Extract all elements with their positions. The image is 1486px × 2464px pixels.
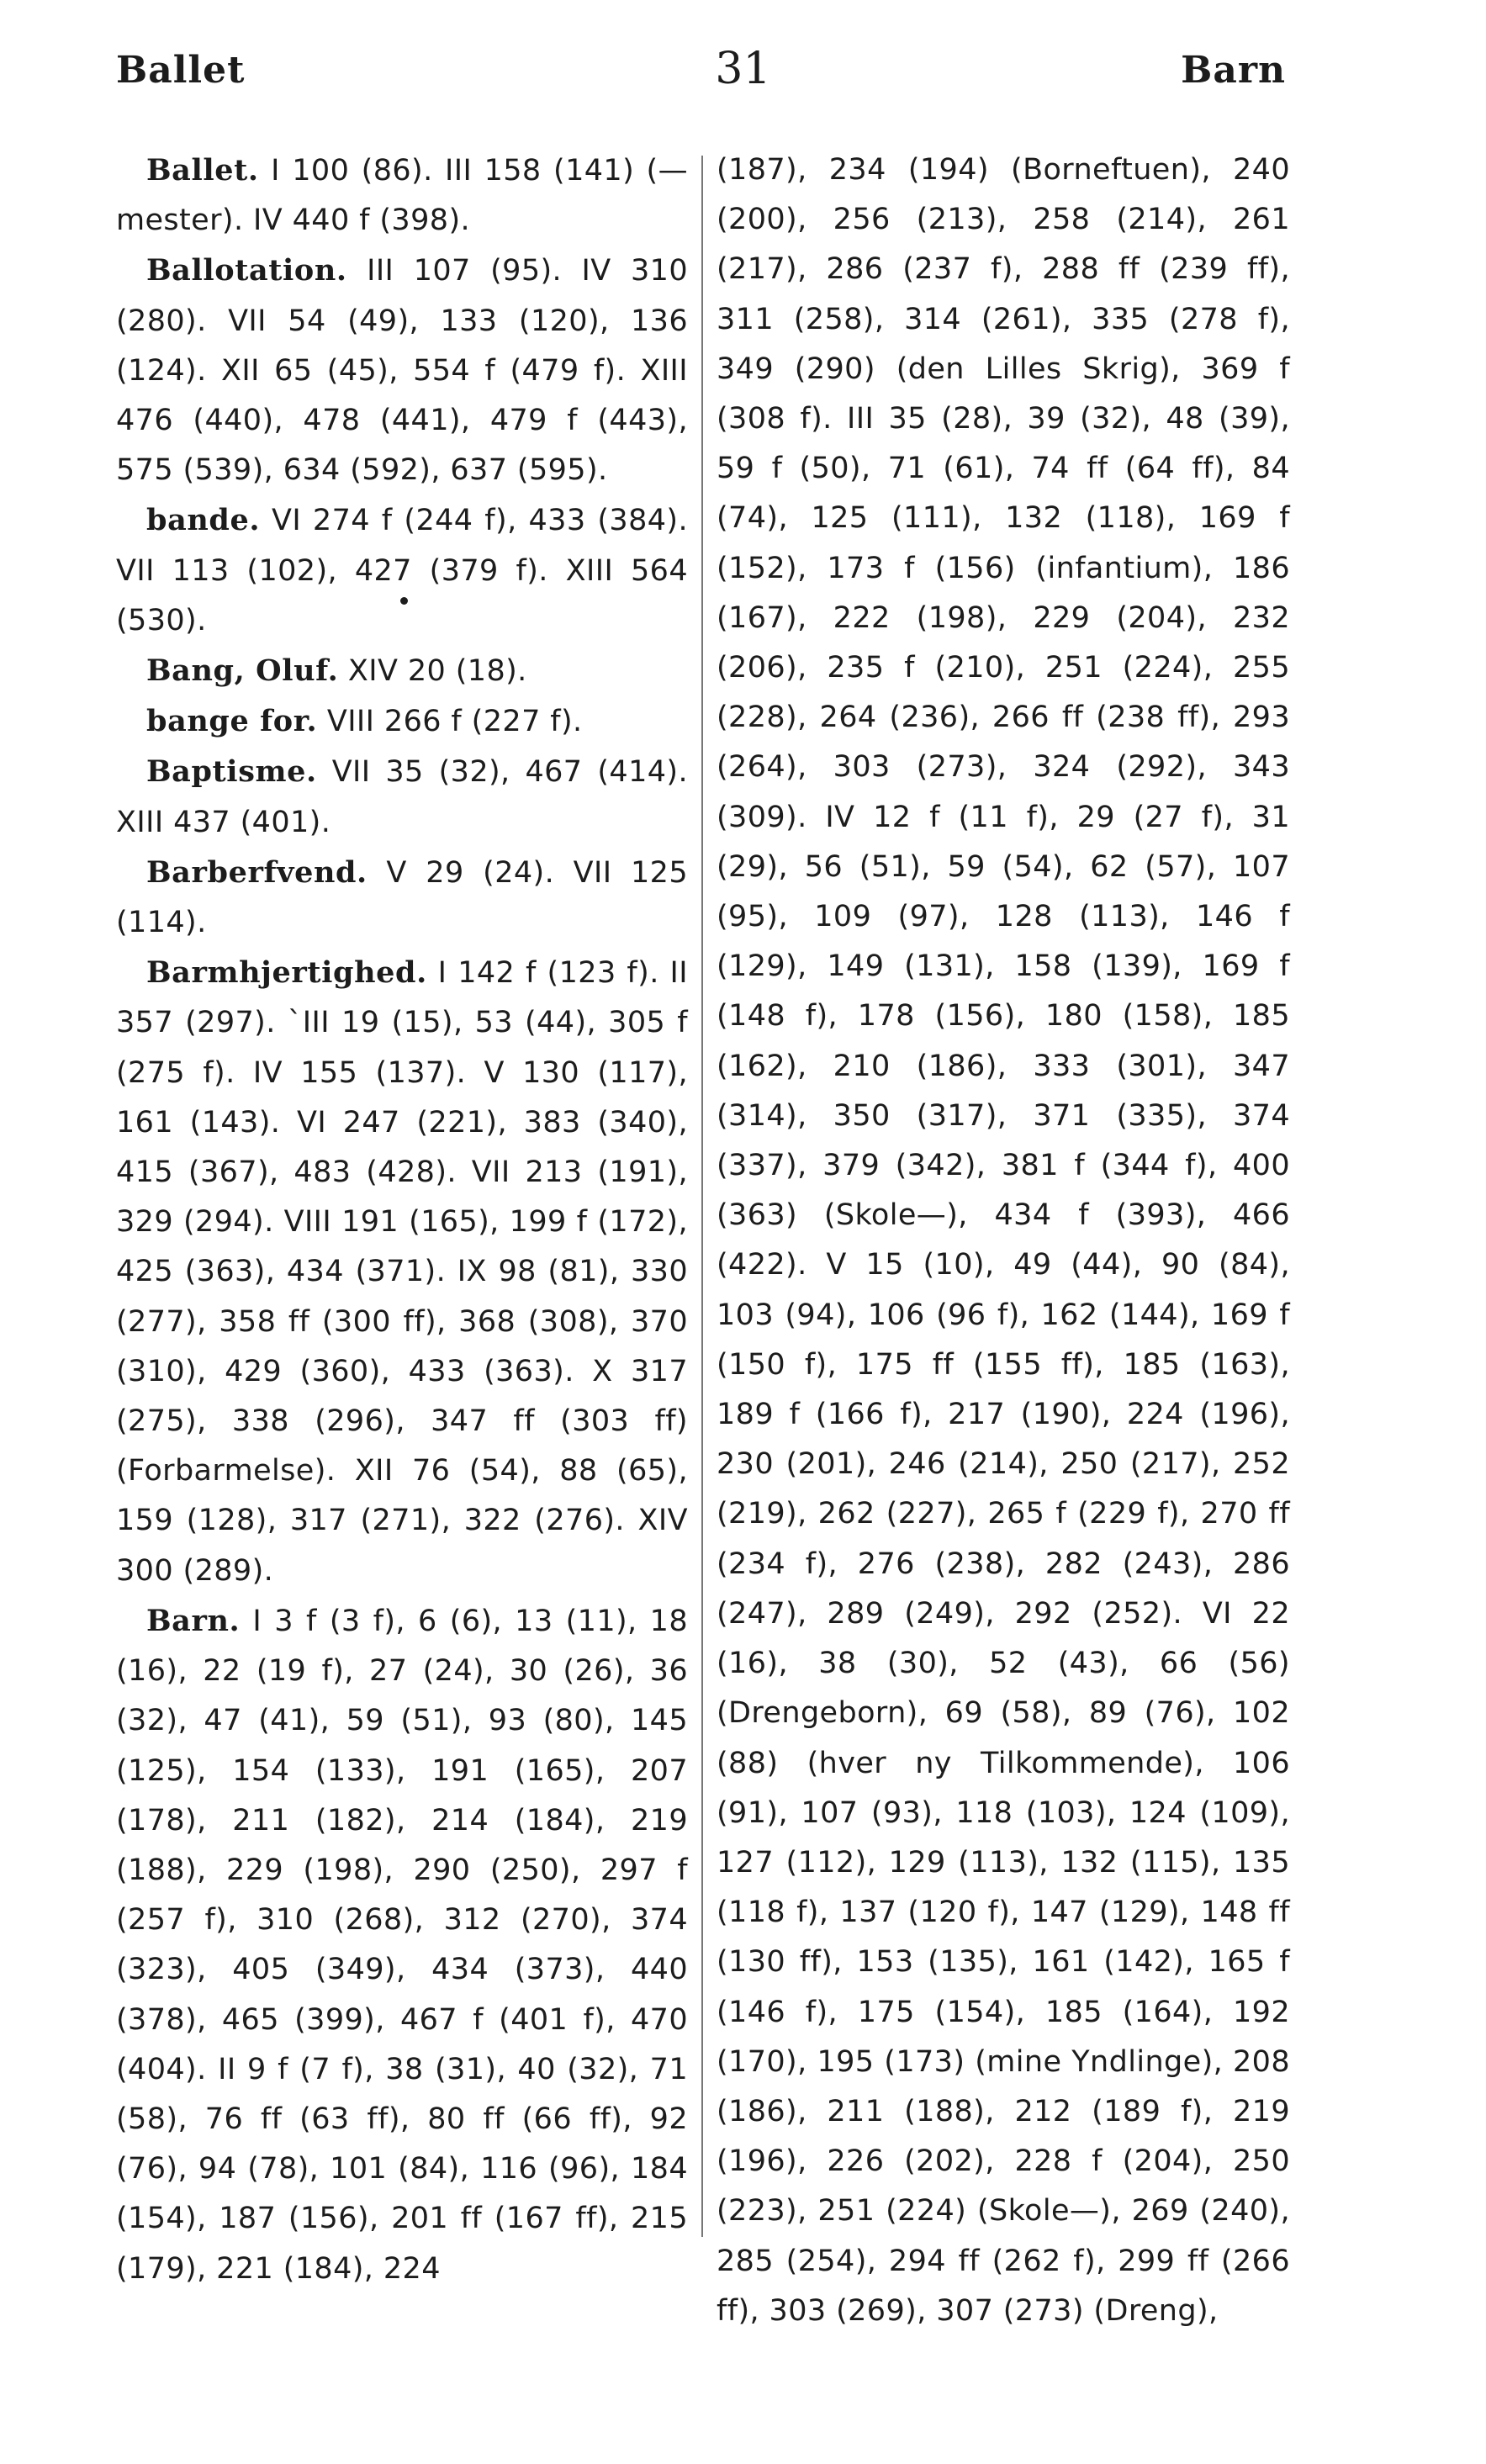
index-entry-continuation: (187), 234 (194) (Borneftuen), 240 (200), 256 (213), 258 (214), 261 (217), 286 (237 f), 288 ff (239 ff), 311 (258), 314 (261), 335 (278 f), 349 (290) (den Lilles Skrig), 369 f (308 f). III 35 (28), 39 (32), 48 (39), 59 f (50), 71 (61), 74 ff (64 ff), 84 (74), 125 (111), 132 (118), 169 f (152), 173 f (156) (infantium), 186 (167), 222 (198), 229 (204), 232 (206), 235 f (210), 251 (224), 255 (228), 264 (236), 266 ff (238 ff), 293 (264), 303 (273), 324 (292), 343 (309). IV 12 f (11 f), 29 (27 f), 31 (29), 56 (51), 59 (54), 62 (57), 107 (95), 109 (97), 128 (113), 146 f (129), 149 (131), 158 (139), 169 f (148 f), 178 (156), 180 (158), 185 (162), 210 (186), 333 (301), 347 (314), 350 (317), 371 (335), 374 (337), 379 (342), 381 f (344 f), 400 (363) (Skole—), 434 f (393), 466 (422). V 15 (10), 49 (44), 90 (84), 103 (94), 106 (96 f), 162 (144), 169 f (150 f), 175 ff (155 ff), 185 (163), 189 f (166 f), 217 (190), 224 (196), 230 (201), 246 (214), 250 (217), 252 (219), 262 (227), 265 f (229 f), 270 ff (234 f), 276 (238), 282 (243), 286 (247), 289 (249), 292 (252). VI 22 (16), 38 (30), 52 (43), 66 (56) (Drengeborn), 69 (58), 89 (76), 102 (88) (hver ny Tilkommende), 106 (91), 107 (93), 118 (103), 124 (109), 127 (112), 129 (113), 132 (115), 135 (118 f), 137 (120 f), 147 (129), 148 ff (130 ff), 153 (135), 161 (142), 165 f (146 f), 175 (154), 185 (164), 192 (170), 195 (173) (mine Yndlinge), 208 (186), 211 (188), 212 (189 f), 219 (196), 226 (202), 228 f (204), 250 (223), 251 (224) (Skole—), 269 (240), 285 (254), 294 ff (262 f), 299 ff (266 ff), 303 (269), 307 (273) (Dreng), bbox=[717, 153, 1290, 2328]
column-divider bbox=[701, 156, 703, 2237]
entry-headword: Barmhjertighed. bbox=[146, 955, 427, 991]
index-entry bbox=[116, 1596, 688, 2294]
entry-references: VII 35 (32), 467 (414). XIII 437 (401). bbox=[116, 755, 688, 839]
entry-headword: Ballotation. bbox=[146, 253, 347, 288]
running-head-right: Barn bbox=[1181, 49, 1286, 92]
entry-references: V 29 (24). VII 125 (114). bbox=[116, 855, 688, 940]
entry-headword: Ballet. bbox=[146, 153, 259, 188]
index-entry bbox=[116, 948, 688, 1596]
running-head-left: Ballet bbox=[116, 49, 246, 92]
right-column bbox=[717, 145, 1290, 2336]
entry-references: VIII 266 f (227 f). bbox=[317, 705, 583, 739]
index-entry bbox=[116, 246, 688, 495]
entry-headword: Barn. bbox=[146, 1603, 241, 1638]
page-number: 31 bbox=[715, 44, 771, 94]
index-entry bbox=[116, 747, 688, 847]
entry-references: I 100 (86). III 158 (141) (—mester). IV 440 f (398). bbox=[116, 154, 688, 238]
entry-references: XIV 20 (18). bbox=[338, 654, 527, 689]
index-entry bbox=[116, 696, 688, 747]
printer-dot-mark bbox=[400, 597, 408, 605]
index-entry bbox=[116, 145, 688, 246]
left-column bbox=[116, 145, 688, 2294]
entry-references: I 142 f (123 f). II 357 (297). `III 19 (15), 53 (44), 305 f (275 f). IV 155 (137). V 130 (117), 161 (143). VI 247 (221), 383 (340), 415 (367), 483 (428). VII 213 (191), 329 (294). VIII 191 (165), 199 f (172), 425 (363), 434 (371). IX 98 (81), 330 (277), 358 ff (300 ff), 368 (308), 370 (310), 429 (360), 433 (363). X 317 (275), 338 (296), 347 ff (303 ff) (Forbarmelse). XII 76 (54), 88 (65), 159 (128), 317 (271), 322 (276). XIV 300 (289). bbox=[116, 956, 688, 1588]
entry-headword: bange for. bbox=[146, 704, 318, 739]
entry-headword: Baptisme. bbox=[146, 754, 317, 790]
index-entry bbox=[116, 646, 688, 696]
entry-references: VI 274 f (244 f), 433 (384). VII 113 (102), 427 (379 f). XIII 564 (530). bbox=[116, 504, 688, 637]
entry-headword: bande. bbox=[146, 503, 261, 538]
entry-headword: Barberfvend. bbox=[146, 854, 368, 890]
entry-references: III 107 (95). IV 310 (280). VII 54 (49), 133 (120), 136 (124). XII 65 (45), 554 f (479 f). XIII 476 (440), 478 (441), 479 f (443), 575 (539), 634 (592), 637 (595). bbox=[116, 254, 688, 488]
entry-headword: Bang, Oluf. bbox=[146, 653, 339, 689]
index-entry bbox=[116, 495, 688, 646]
entry-references: I 3 f (3 f), 6 (6), 13 (11), 18 (16), 22 (19 f), 27 (24), 30 (26), 36 (32), 47 (41), 59 (51), 93 (80), 145 (125), 154 (133), 191 (165), 207 (178), 211 (182), 214 (184), 219 (188), 229 (198), 290 (250), 297 f (257 f), 310 (268), 312 (270), 374 (323), 405 (349), 434 (373), 440 (378), 465 (399), 467 f (401 f), 470 (404). II 9 f (7 f), 38 (31), 40 (32), 71 (58), 76 ff (63 ff), 80 ff (66 ff), 92 (76), 94 (78), 101 (84), 116 (96), 184 (154), 187 (156), 201 ff (167 ff), 215 (179), 221 (184), 224 bbox=[116, 1604, 688, 2286]
index-entry bbox=[116, 848, 688, 948]
